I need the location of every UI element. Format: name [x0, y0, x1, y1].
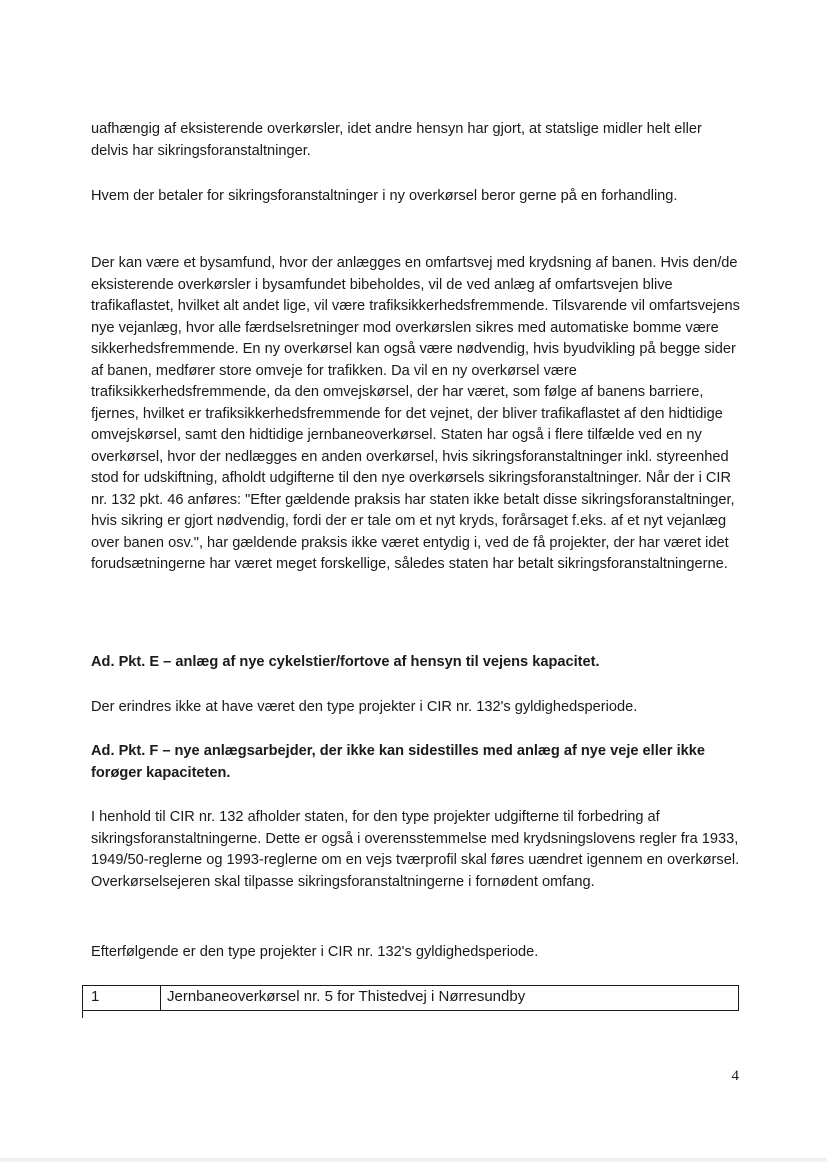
section-heading-point-e: Ad. Pkt. E – anlæg af nye cykelstier/fortove af hensyn til vejens kapacitet.: [91, 654, 600, 670]
table-border-tick: [82, 1010, 83, 1018]
paragraph-intro-continuation: uafhængig af eksisterende overkørsler, idet andre hensyn har gjort, at statslige midler helt eller delvis har sikringsforanstaltninger.: [91, 121, 702, 159]
project-description-cell: Jernbaneoverkørsel nr. 5 for Thistedvej i Nørresundby: [167, 988, 526, 1005]
project-table-row: [82, 985, 739, 1011]
paragraph-bypass-road-example: Der kan være et bysamfund, hvor der anlægges en omfartsvej med krydsning af banen. Hvis den/de eksisterende overkørsler i bysamfundet bibeholdes, vil de ved anlæg af omfartsvejen blive trafikaflastet, hvilket alt andet lige, vil være trafiksikkerhedsfremmende. Tilsvarende vil omfartsvejens nye vejanlæg, hvor alle færdselsretninger mod overkørslen sikres med automatiske bomme være sikkerhedsfremmende. En ny overkørsel kan også være nødvendig, hvis byudvikling på begge sider af banen, medfører store omveje for trafikken. Da vil en ny overkørsel være trafiksikkerhedsfremmende, da den omvejskørsel, der har været, som følge af banens barriere, fjernes, hvilket er trafiksikkerhedsfremmende for det vejnet, der bliver trafikaflastet af den hidtidige omvejskørsel, samt den hidtidige jernbaneoverkørsel. Staten har også i flere tilfælde ved en ny overkørsel, hvor der nedlægges en anden overkørsel, hvis sikringsforanstaltninger inkl. styreenhed stod for udskiftning, afholdt udgifterne til den nye overkørsels sikringsforanstaltninger. Når der i CIR nr. 132 pkt. 46 anføres: "Efter gældende praksis har staten ikke betalt disse sikringsforanstaltninger, hvis sikring er gjort nødvendig, fordi der er tale om et nyt kryds, forårsaget f.eks. af et nyt vejanlæg over banen osv.", har gældende praksis ikke været entydig i, ved de få projekter, der har været idet forudsætningerne har været meget forskellige, således staten har betalt sikringsforanstaltningerne.: [91, 255, 740, 572]
paragraph-point-f-body: I henhold til CIR nr. 132 afholder staten, for den type projekter udgifterne til forbedring af sikringsforanstaltningerne. Dette er også i overensstemmelse med krydsningslovens regler fra 1933, 1949/50-reglerne og 1993-reglerne om en vejs tværprofil skal føres uændret igennem en overkørsel. Overkørselsejeren skal tilpasse sikringsforanstaltningerne i fornødent omfang.: [91, 809, 740, 890]
section-heading-point-f: Ad. Pkt. F – nye anlægsarbejder, der ikke kan sidestilles med anlæg af nye veje eller ikke forøger kapaciteten.: [91, 743, 706, 781]
paragraph-point-e-body: Der erindres ikke at have været den type projekter i CIR nr. 132's gyldighedsperiode.: [91, 699, 638, 715]
paragraph-project-list-intro: Efterfølgende er den type projekter i CIR nr. 132's gyldighedsperiode.: [91, 944, 539, 960]
scan-edge-divider: [0, 1158, 827, 1162]
page-number: 4: [731, 1068, 739, 1084]
project-number-cell: 1: [83, 986, 161, 1010]
paragraph-payment-negotiation: Hvem der betaler for sikringsforanstaltninger i ny overkørsel beror gerne på en forhandling.: [91, 188, 678, 204]
